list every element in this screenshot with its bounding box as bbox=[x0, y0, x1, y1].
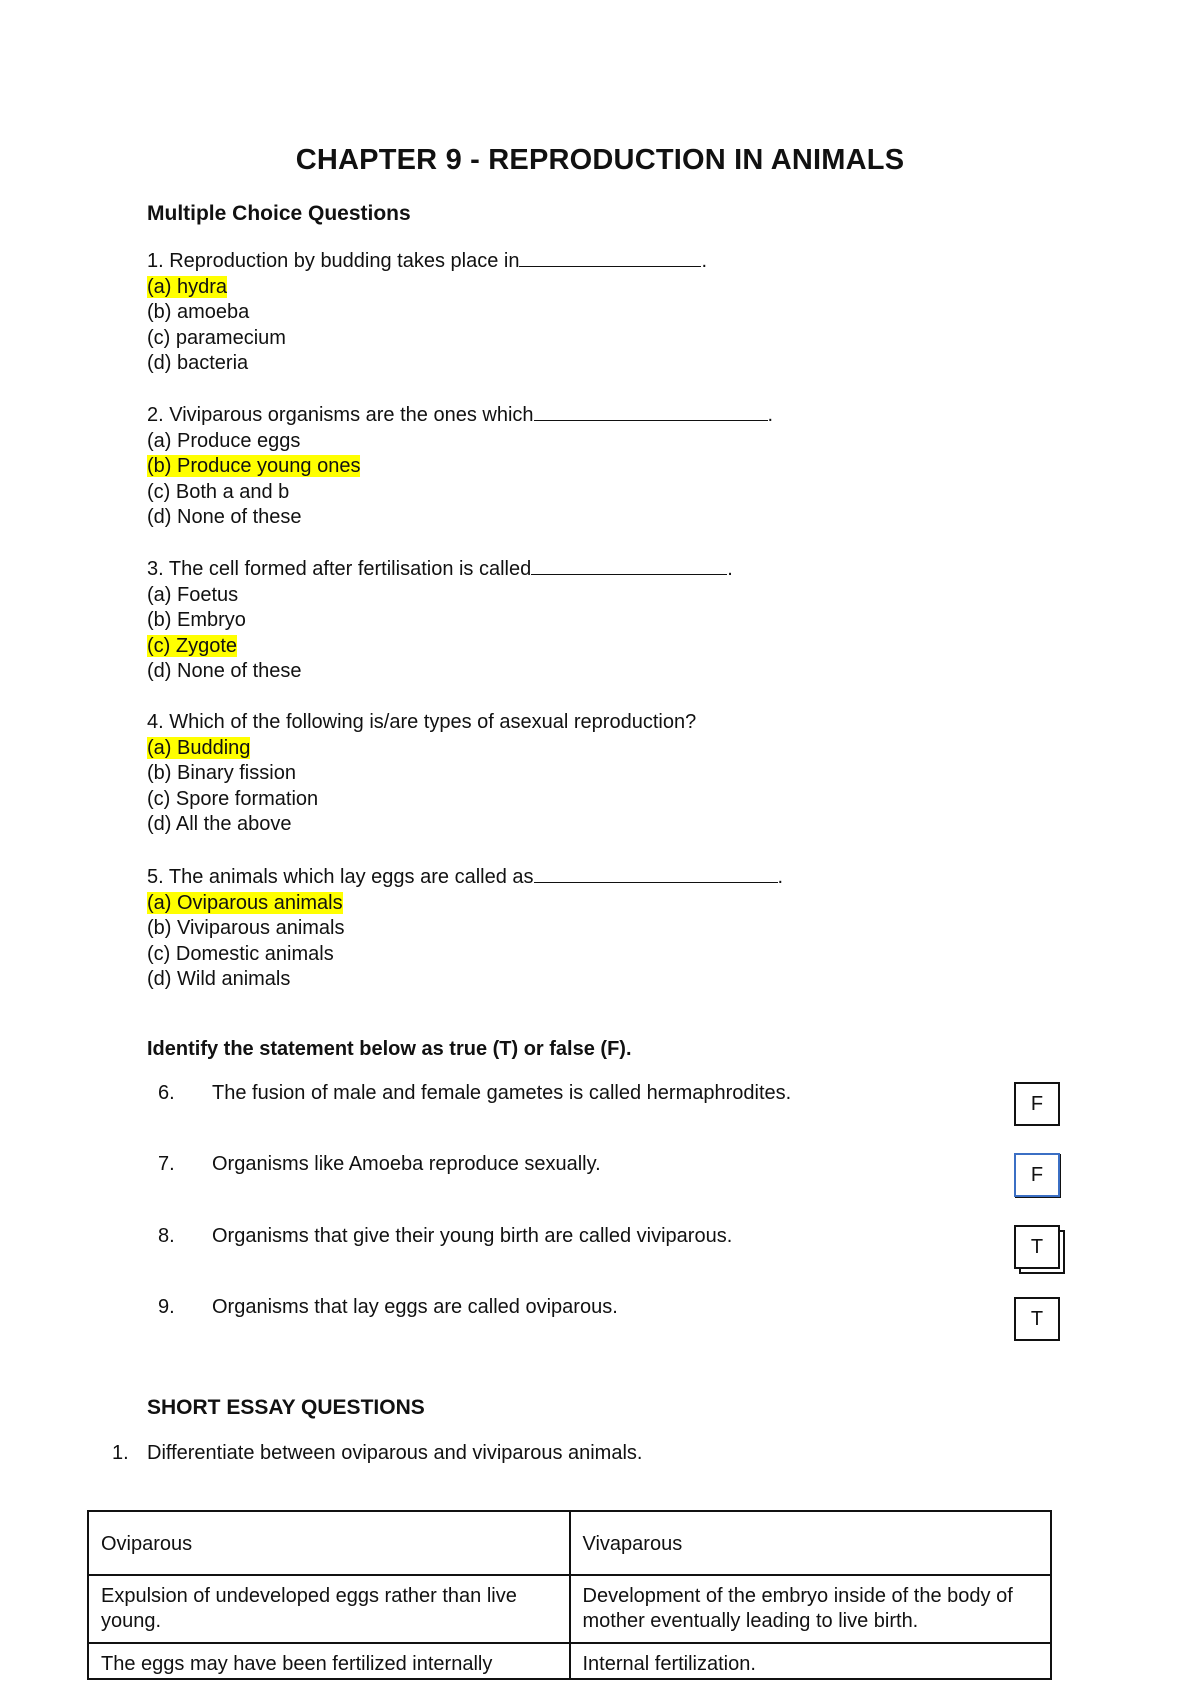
tf-answer-box[interactable]: T bbox=[1014, 1297, 1060, 1341]
tf-statement: The fusion of male and female gametes is called hermaphrodites. bbox=[212, 1082, 792, 1104]
tf-number: 9. bbox=[158, 1296, 175, 1318]
table-header-row bbox=[88, 1511, 1051, 1575]
option: (a) Produce eggs bbox=[147, 429, 301, 452]
option-correct: (b) Produce young ones bbox=[147, 455, 361, 477]
essay-heading: SHORT ESSAY QUESTIONS bbox=[147, 1396, 425, 1419]
option: (b) Binary fission bbox=[147, 762, 296, 784]
option-correct: (c) Zygote bbox=[147, 634, 238, 657]
option: (a) Foetus bbox=[147, 583, 239, 606]
tf-answer-box[interactable]: F bbox=[1014, 1153, 1060, 1197]
question-end: . bbox=[701, 250, 708, 272]
essay-question-number: 1. bbox=[112, 1442, 129, 1464]
true-false-heading: Identify the statement below as true (T) or false (F). bbox=[147, 1038, 632, 1060]
tf-answer-box[interactable]: F bbox=[1014, 1082, 1060, 1126]
tf-statement: Organisms that give their young birth are called viviparous. bbox=[212, 1225, 733, 1247]
answer-blank bbox=[534, 864, 778, 883]
tf-number: 7. bbox=[158, 1153, 175, 1175]
table-cell: The eggs may have been fertilized internally bbox=[88, 1643, 570, 1679]
essay-question-text: Differentiate between oviparous and viviparous animals. bbox=[147, 1442, 643, 1464]
table-header-cell: Oviparous bbox=[88, 1511, 570, 1575]
option: (d) None of these bbox=[147, 506, 302, 528]
option: (d) None of these bbox=[147, 660, 302, 682]
tf-statement: Organisms like Amoeba reproduce sexually. bbox=[212, 1153, 601, 1175]
answer-blank bbox=[519, 248, 701, 267]
mcq-question-1 bbox=[147, 248, 707, 377]
table-header-cell: Vivaparous bbox=[570, 1511, 1052, 1575]
question-end: . bbox=[727, 558, 733, 580]
option: (d) All the above bbox=[147, 813, 292, 835]
tf-number: 8. bbox=[158, 1225, 175, 1247]
table-cell: Development of the embryo inside of the body of mother eventually leading to live birth. bbox=[570, 1575, 1052, 1643]
mcq-heading: Multiple Choice Questions bbox=[147, 202, 411, 225]
option: (c) paramecium bbox=[147, 326, 286, 349]
question-end: . bbox=[767, 404, 774, 426]
question-stem: 3. The cell formed after fertilisation is called bbox=[147, 558, 532, 580]
option: (b) Viviparous animals bbox=[147, 917, 345, 939]
comparison-table bbox=[87, 1510, 1052, 1680]
question-stem: 4. Which of the following is/are types of asexual reproduction? bbox=[147, 711, 697, 733]
tf-statement: Organisms that lay eggs are called oviparous. bbox=[212, 1296, 618, 1318]
option: (c) Spore formation bbox=[147, 787, 319, 810]
option: (c) Domestic animals bbox=[147, 942, 334, 965]
table-cell: Expulsion of undeveloped eggs rather than live young. bbox=[88, 1575, 570, 1643]
option-correct: (a) Oviparous animals bbox=[147, 891, 343, 914]
table-row bbox=[88, 1575, 1051, 1643]
option: (b) Embryo bbox=[147, 609, 246, 631]
option: (d) Wild animals bbox=[147, 968, 291, 990]
mcq-question-2 bbox=[147, 402, 773, 531]
mcq-question-4 bbox=[147, 710, 696, 838]
answer-blank bbox=[534, 402, 768, 421]
option-correct: (a) hydra bbox=[147, 275, 228, 298]
question-stem: 5. The animals which lay eggs are called as bbox=[147, 866, 534, 888]
table-cell: Internal fertilization. bbox=[570, 1643, 1052, 1679]
option: (c) Both a and b bbox=[147, 480, 290, 503]
tf-answer-box[interactable]: T bbox=[1014, 1225, 1060, 1269]
mcq-question-5 bbox=[147, 864, 783, 993]
option: (b) amoeba bbox=[147, 301, 250, 323]
question-end: . bbox=[777, 866, 784, 888]
page-title: CHAPTER 9 - REPRODUCTION IN ANIMALS bbox=[295, 144, 905, 176]
table-row bbox=[88, 1643, 1051, 1679]
question-stem: 2. Viviparous organisms are the ones which bbox=[147, 404, 534, 426]
tf-number: 6. bbox=[158, 1082, 175, 1104]
question-stem: 1. Reproduction by budding takes place in bbox=[147, 250, 520, 272]
option-correct: (a) Budding bbox=[147, 736, 251, 759]
mcq-question-3 bbox=[147, 556, 733, 685]
option: (d) bacteria bbox=[147, 352, 249, 374]
answer-blank bbox=[531, 556, 727, 575]
